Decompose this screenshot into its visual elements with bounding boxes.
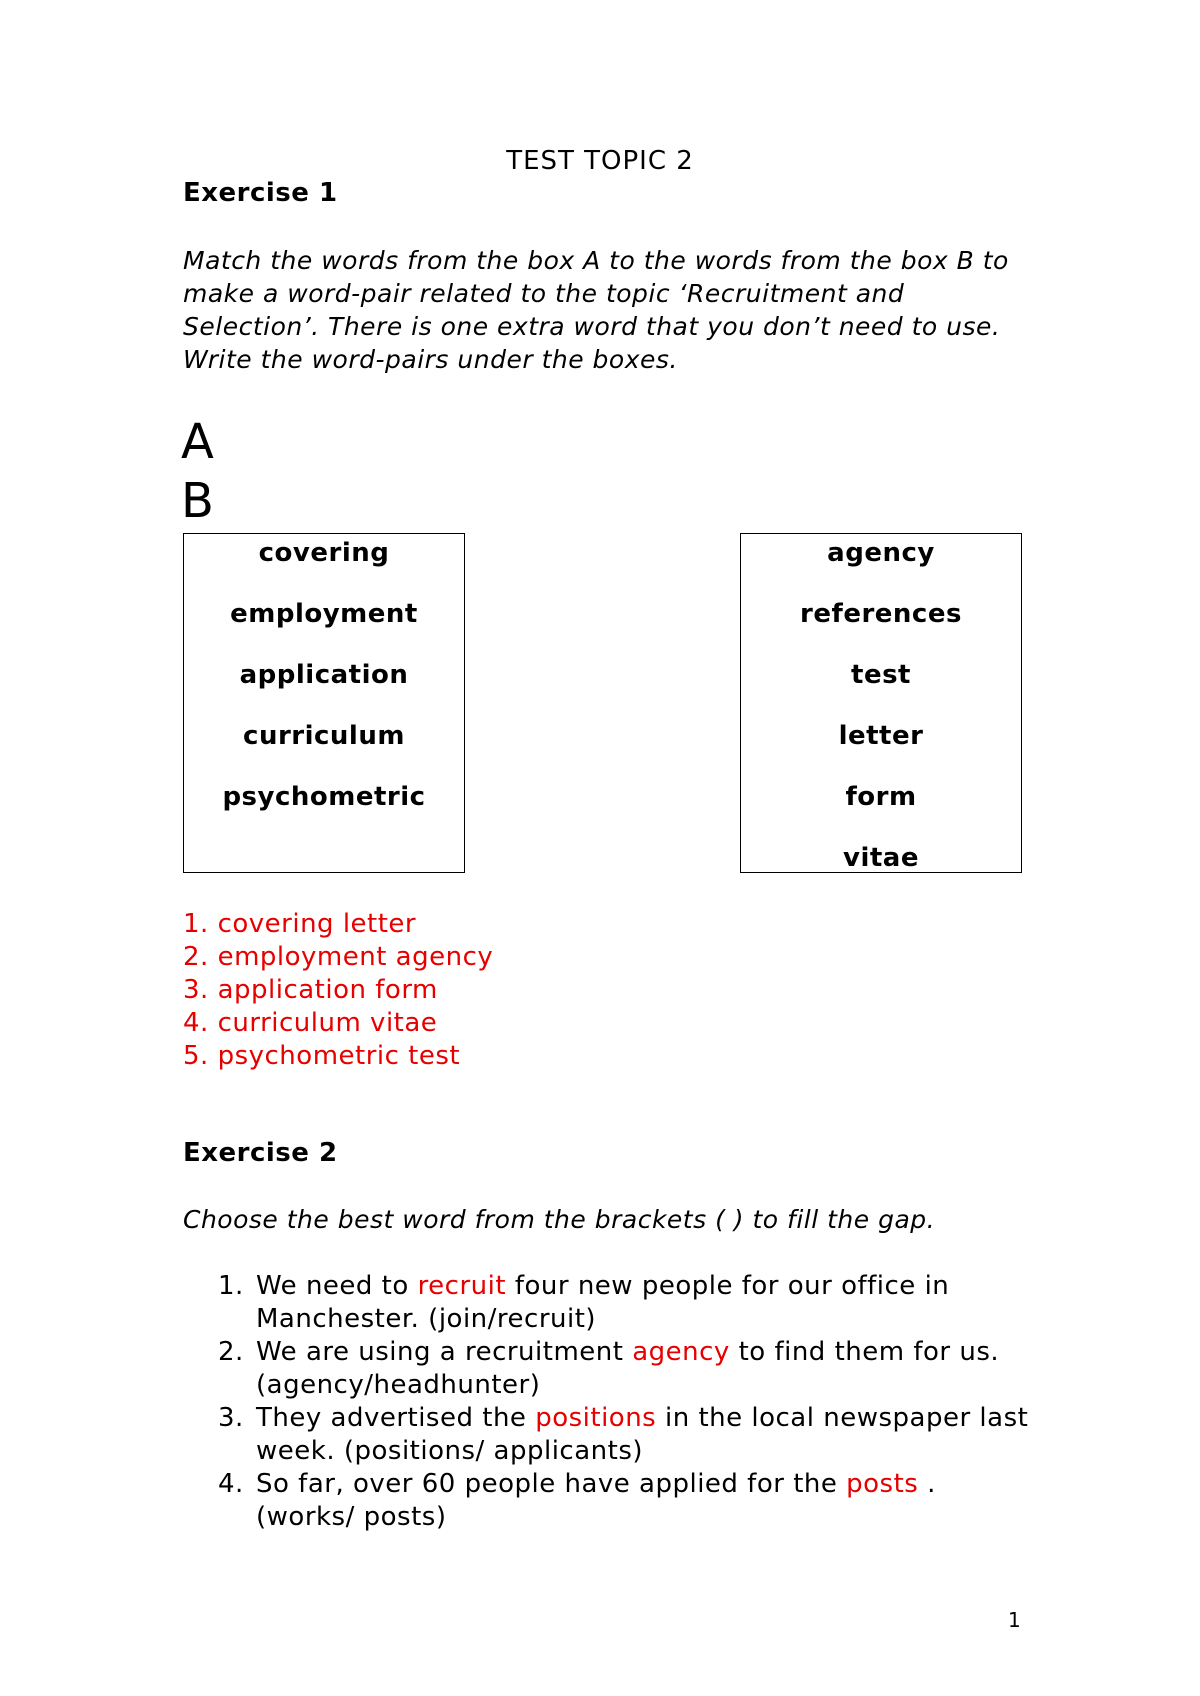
exercise-1-instruction: Match the words from the box A to the words from the box B to make a word-pair related to the topic ‘Recruitment and Selection’. There is one extra word that you don’t need to use. Write the word-pairs under the boxes. (183, 246, 1009, 374)
box-b-word: vitae (843, 843, 919, 873)
sentence-text: to find them for us. (agency/headhunter) (256, 1337, 1000, 1400)
box-b-word: agency (827, 538, 935, 568)
exercise-2-instruction: Choose the best word from the brackets ( ) to fill the gap. (183, 1205, 936, 1234)
box-a-word: application (239, 660, 409, 690)
sentence-item (218, 1336, 1038, 1402)
box-b-word: references (800, 599, 962, 629)
sentence-number: 4. (218, 1469, 244, 1499)
answer-item: 3. application form (183, 975, 438, 1005)
box-a-word: curriculum (243, 721, 405, 751)
document-title: TEST TOPIC 2 (506, 146, 694, 176)
answer-item: 4. curriculum vitae (183, 1008, 438, 1038)
box-b-word: test (851, 660, 911, 690)
page-number: 1 (1008, 1608, 1021, 1632)
word-box-a (183, 533, 465, 873)
box-b-word: letter (838, 721, 924, 751)
sentence-text: . (works/ posts) (256, 1469, 936, 1532)
sentence-number: 3. (218, 1403, 244, 1433)
box-a-word: psychometric (222, 782, 426, 812)
exercise-2-heading: Exercise 2 (183, 1138, 338, 1168)
sentence-answer: recruit (417, 1271, 507, 1301)
sentence-item (218, 1468, 1038, 1534)
box-a-word: employment (230, 599, 418, 629)
word-box-b (740, 533, 1022, 873)
sentence-answer: agency (632, 1337, 730, 1367)
box-a-label: A (181, 414, 214, 470)
exercise-2-sentences (218, 1270, 1038, 1534)
answer-item: 2. employment agency (183, 942, 494, 972)
box-b-word: form (845, 782, 917, 812)
box-a-word: covering (258, 538, 390, 568)
sentence-answer: posts (846, 1469, 919, 1499)
answer-item: 1. covering letter (183, 909, 417, 939)
sentence-text: So far, over 60 people have applied for the (256, 1469, 847, 1499)
sentence-text: We are using a recruitment (256, 1337, 633, 1367)
sentence-answer: positions (535, 1403, 657, 1433)
sentence-item (218, 1270, 1038, 1336)
exercise-1-heading: Exercise 1 (183, 178, 338, 208)
exercise-1-answers (183, 908, 493, 1073)
answer-item: 5. psychometric test (183, 1041, 461, 1071)
box-b-label: B (181, 473, 214, 529)
sentence-text: We need to (256, 1271, 418, 1301)
sentence-number: 2. (218, 1337, 244, 1367)
sentence-text: four new people for our office in Manchester. (join/recruit) (256, 1271, 950, 1334)
sentence-text: They advertised the (256, 1403, 536, 1433)
sentence-number: 1. (218, 1271, 244, 1301)
sentence-text: in the local newspaper last week. (positions/ applicants) (256, 1403, 1029, 1466)
sentence-item (218, 1402, 1038, 1468)
